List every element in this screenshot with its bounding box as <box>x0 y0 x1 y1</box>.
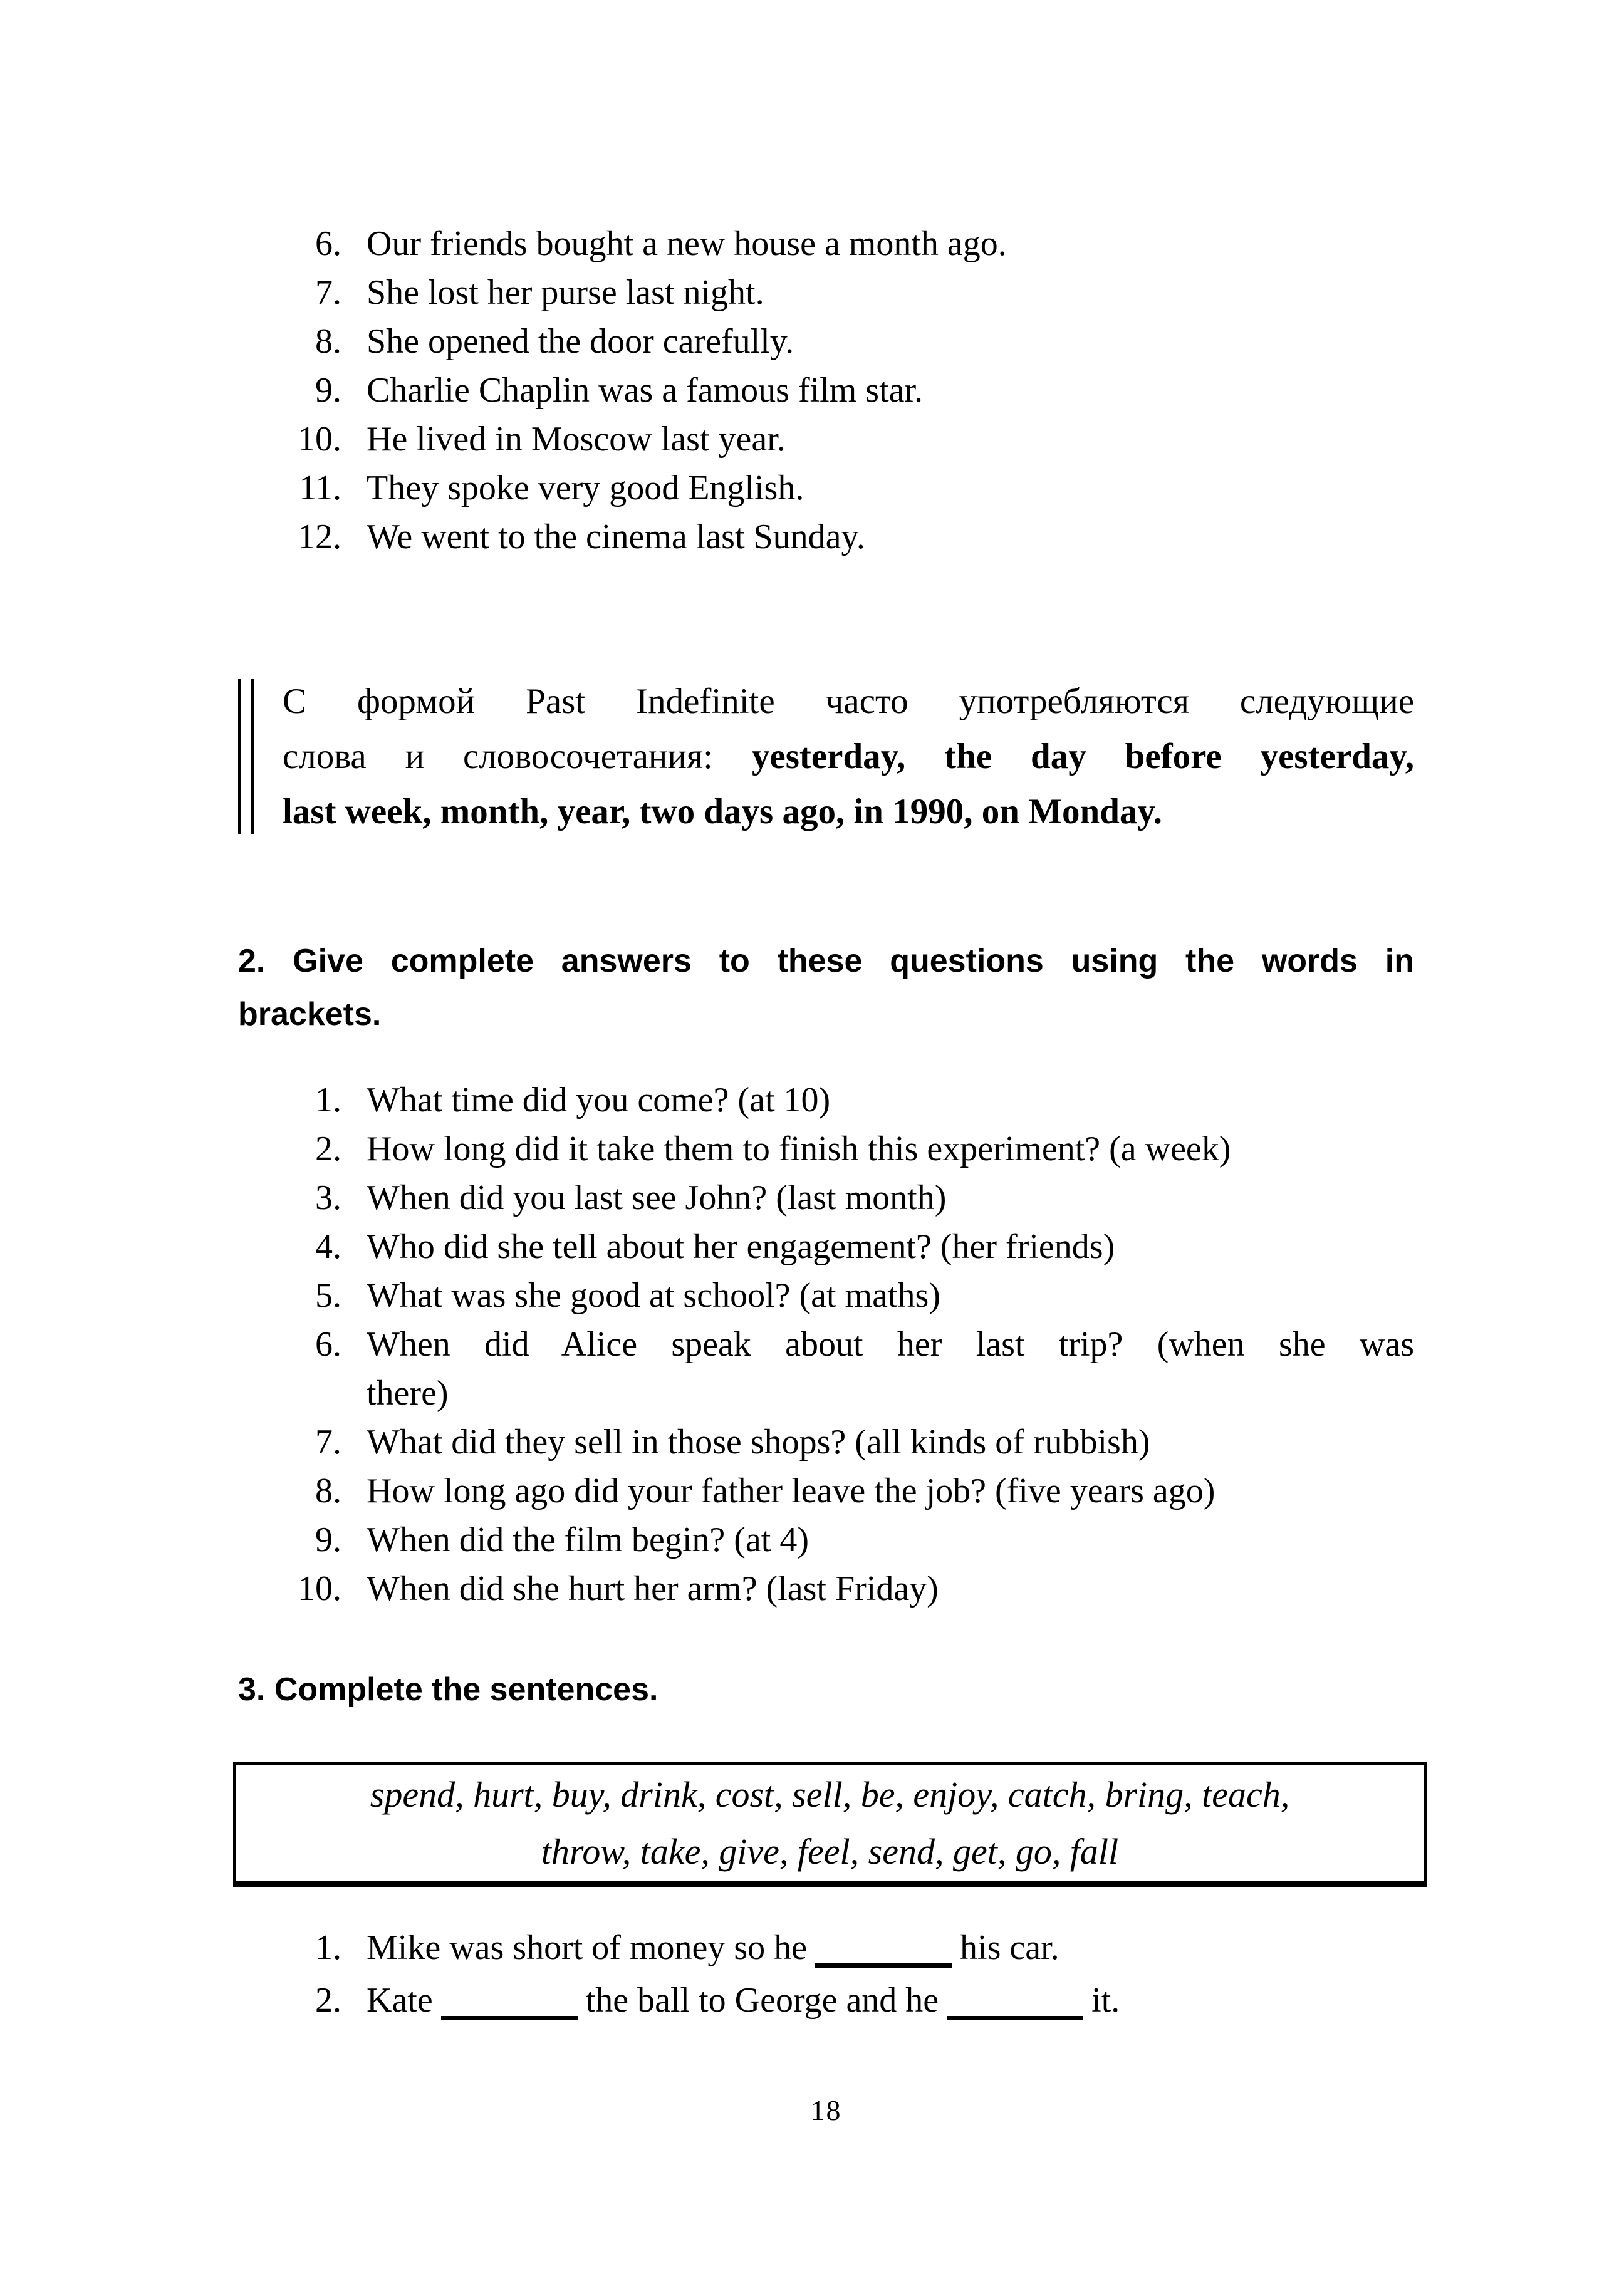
item-number: 2. <box>315 1981 341 2020</box>
item-number: 8. <box>315 1472 341 1510</box>
list-item <box>238 1515 1414 1564</box>
item-text: When did the film begin? (at 4) <box>367 1520 809 1559</box>
list-item <box>238 1173 1414 1222</box>
word-bank-line: spend, hurt, buy, drink, cost, sell, be, enjoy, catch, bring, teach, <box>370 1774 1290 1815</box>
item-number: 2. <box>315 1130 341 1168</box>
item-text: Our friends bought a new house a month ago. <box>367 224 1007 263</box>
list-item <box>238 415 1414 464</box>
exercise-1-list <box>238 219 1414 561</box>
list-item <box>238 317 1414 366</box>
item-text: What was she good at school? (at maths) <box>367 1276 940 1315</box>
item-text: How long did it take them to finish this experiment? (a week) <box>367 1130 1231 1168</box>
grammar-note-text <box>283 674 1414 839</box>
item-text: They spoke very good English. <box>367 469 804 507</box>
fill-in-blank <box>947 2010 1083 2020</box>
exercise-3-heading: 3. Complete the sentences. <box>238 1671 658 1708</box>
item-number: 6. <box>315 1325 341 1364</box>
note-line: слова и словосочетания: yesterday, the day before yesterday, <box>283 737 1415 776</box>
list-item <box>238 1467 1414 1515</box>
fill-in-blank <box>441 2010 578 2020</box>
exercise-2-list <box>238 1076 1414 1613</box>
item-number: 6. <box>315 224 341 263</box>
list-item <box>238 1564 1414 1613</box>
list-item <box>238 366 1414 415</box>
item-number: 9. <box>315 1520 341 1559</box>
item-number: 8. <box>315 322 341 361</box>
sentence-item <box>238 1974 1414 2027</box>
item-number: 7. <box>315 273 341 312</box>
item-text: She opened the door carefully. <box>367 322 794 361</box>
item-text: How long ago did your father leave the job? (five years ago) <box>367 1472 1215 1510</box>
list-item <box>238 1418 1414 1467</box>
note-line: С формой Past Indefinite часто употребляются следующие <box>283 682 1414 721</box>
note-line: last week, month, year, two days ago, in 1990, on Monday. <box>283 792 1163 831</box>
exercise-3-sentences <box>238 1921 1414 2027</box>
item-text: She lost her purse last night. <box>367 273 764 312</box>
verb-word-bank <box>233 1762 1427 1887</box>
list-item <box>238 219 1414 268</box>
item-number: 11. <box>299 469 341 507</box>
list-item <box>238 268 1414 317</box>
fill-in-blank <box>815 1957 952 1968</box>
page-number: 18 <box>810 2094 842 2126</box>
list-item <box>238 464 1414 512</box>
item-text: He lived in Moscow last year. <box>367 420 786 459</box>
item-number: 1. <box>315 1081 341 1119</box>
list-item <box>238 1125 1414 1173</box>
list-item <box>238 1076 1414 1125</box>
item-text: When did she hurt her arm? (last Friday) <box>367 1569 939 1608</box>
item-number: 7. <box>315 1423 341 1462</box>
item-number: 3. <box>315 1178 341 1217</box>
item-number: 5. <box>315 1276 341 1315</box>
item-number: 10. <box>298 1569 341 1608</box>
list-item <box>238 1222 1414 1271</box>
double-bar-rule-icon <box>238 679 254 834</box>
sentence-item <box>238 1921 1414 1974</box>
list-item <box>238 1320 1414 1418</box>
grammar-note <box>238 674 1414 839</box>
item-text: Charlie Chaplin was a famous film star. <box>367 371 924 410</box>
item-number: 10. <box>298 420 341 459</box>
item-text: What time did you come? (at 10) <box>367 1081 831 1119</box>
item-number: 4. <box>315 1227 341 1266</box>
item-text: When did Alice speak about her last trip? (when she was there) <box>367 1325 1414 1413</box>
item-text: What did they sell in those shops? (all kinds of rubbish) <box>367 1423 1150 1462</box>
sentence-text: Kate the ball to George and he it. <box>367 1981 1120 2020</box>
list-item <box>238 1271 1414 1320</box>
item-number: 1. <box>315 1928 341 1967</box>
item-text: We went to the cinema last Sunday. <box>367 517 865 556</box>
item-number: 9. <box>315 371 341 410</box>
item-text: When did you last see John? (last month) <box>367 1178 947 1217</box>
exercise-2-heading: 2. Give complete answers to these questions using the words in brackets. <box>238 943 1414 1032</box>
word-bank-line: throw, take, give, feel, send, get, go, fall <box>541 1831 1119 1872</box>
item-text: Who did she tell about her engagement? (her friends) <box>367 1227 1115 1266</box>
list-item <box>238 512 1414 561</box>
item-number: 12. <box>298 517 341 556</box>
sentence-text: Mike was short of money so he his car. <box>367 1928 1059 1967</box>
